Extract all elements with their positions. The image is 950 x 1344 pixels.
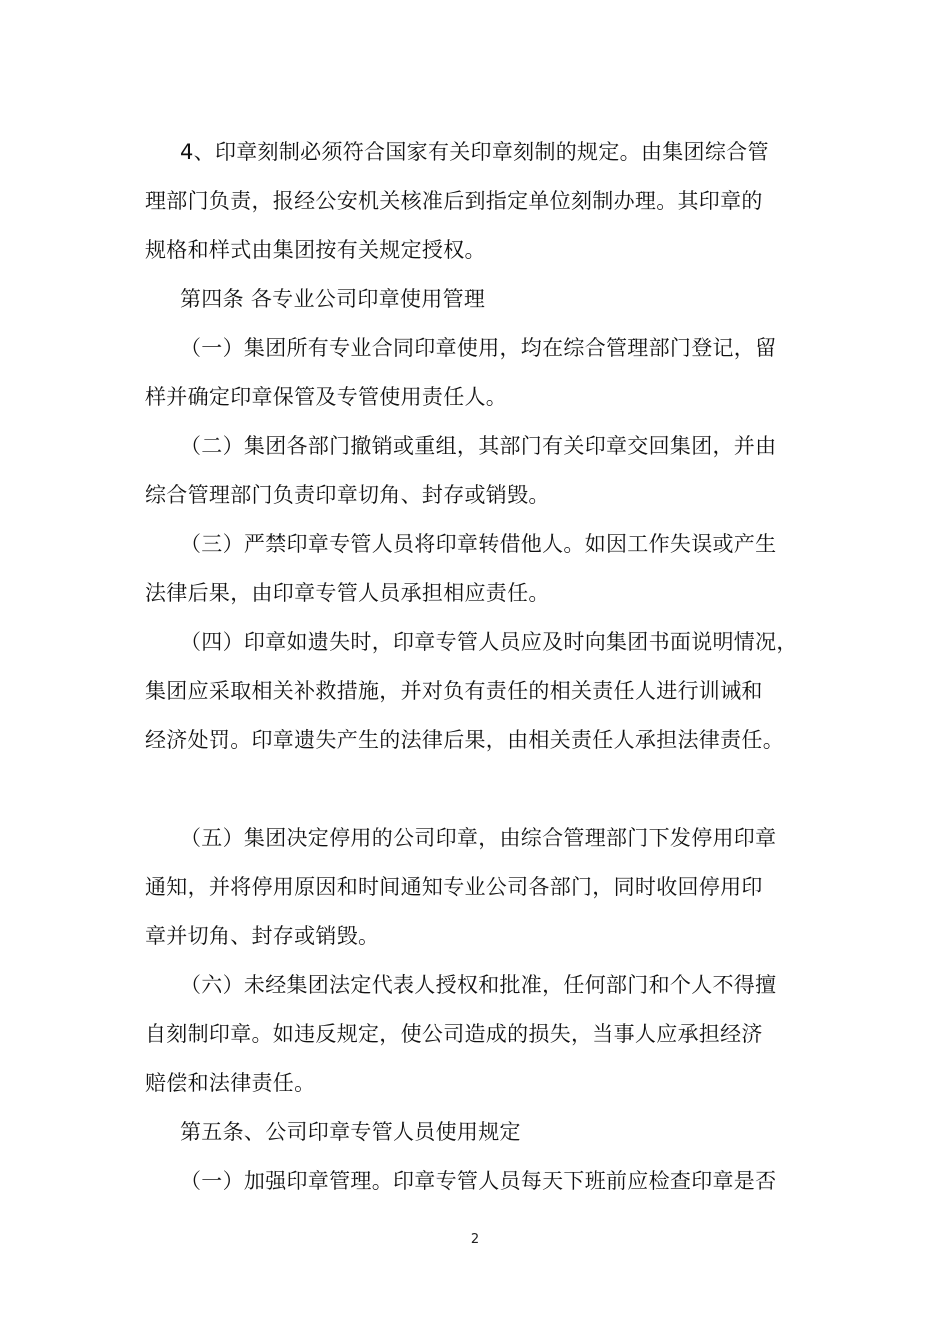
document-body [145,128,810,1206]
text-line: 4、印章刻制必须符合国家有关印章刻制的规定。由集团综合管 [180,140,769,164]
article-5-heading [145,1108,810,1157]
text-line: 法律后果，由印章专管人员承担相应责任。 [145,581,550,605]
paragraph-seal-engraving [145,128,810,275]
text-line: （一）集团所有专业合同印章使用，均在综合管理部门登记，留 [180,336,777,360]
text-line: （六）未经集团法定代表人授权和批准，任何部门和个人不得擅 [180,973,777,997]
paragraph-item-1 [145,324,810,422]
text-line: 集团应采取相关补救措施，并对负有责任的相关责任人进行训诫和 [145,679,763,703]
paragraph-item-4 [145,618,810,765]
text-line: 样并确定印章保管及专管使用责任人。 [145,385,508,409]
text-line: 第五条、公司印章专管人员使用规定 [180,1120,521,1144]
paragraph-item-3 [145,520,810,618]
text-line: （二）集团各部门撤销或重组，其部门有关印章交回集团，并由 [180,434,777,458]
text-line: 经济处罚。印章遗失产生的法律后果，由相关责任人承担法律责任。 [145,728,784,752]
paragraph-item-5 [145,814,810,961]
text-line: （一）加强印章管理。印章专管人员每天下班前应检查印章是否 [180,1169,777,1193]
blank-line [145,765,810,814]
text-line: 第四条 各专业公司印章使用管理 [180,287,486,311]
text-line: （三）严禁印章专管人员将印章转借他人。如因工作失误或产生 [180,532,777,556]
text-line: 理部门负责，报经公安机关核准后到指定单位刻制办理。其印章的 [145,189,763,213]
text-line: 赔偿和法律责任。 [145,1071,316,1095]
text-line: 自刻制印章。如违反规定，使公司造成的损失，当事人应承担经济 [145,1022,763,1046]
text-line: 通知，并将停用原因和时间通知专业公司各部门，同时收回停用印 [145,875,763,899]
text-line: （五）集团决定停用的公司印章，由综合管理部门下发停用印章 [180,826,777,850]
text-line: 综合管理部门负责印章切角、封存或销毁。 [145,483,550,507]
text-line: 章并切角、封存或销毁。 [145,924,380,948]
text-line: 规格和样式由集团按有关规定授权。 [145,238,486,262]
text-line: （四）印章如遗失时，印章专管人员应及时向集团书面说明情况， [180,630,798,654]
page-number: 2 [470,1232,480,1247]
article-4-heading [145,275,810,324]
paragraph-article-5-item-1 [145,1157,810,1206]
paragraph-item-6 [145,961,810,1108]
paragraph-item-2 [145,422,810,520]
